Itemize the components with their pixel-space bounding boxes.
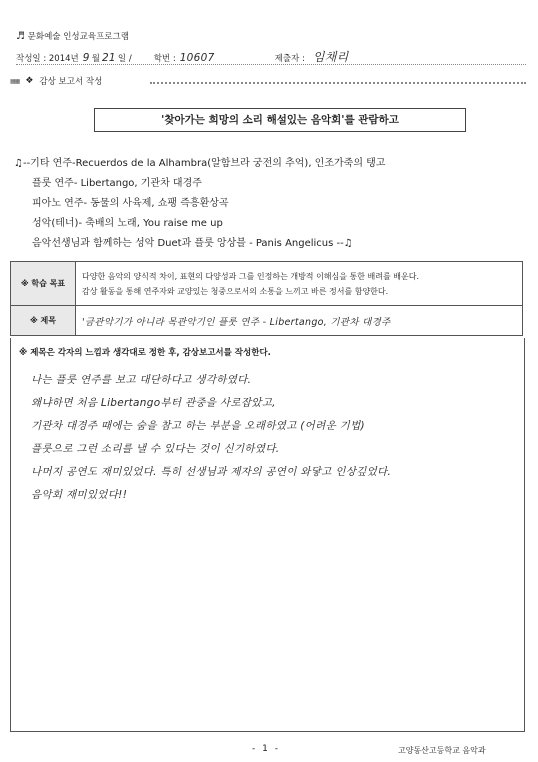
handwriting-line: 왜냐하면 처음 Libertango부터 관중을 사로잡았고, <box>31 397 276 409</box>
goal-text: 다양한 음악의 양식적 차이, 표현의 다양성과 그를 인정하는 개방적 이해심을 통한 배려를 배운다. <box>82 271 419 281</box>
handwriting-line: 플룻으로 그런 소리를 낼 수 있다는 것이 신기하였다. <box>31 443 280 455</box>
subject-text: '금관악기가 아니라 목관악기인 플룻 연주 - Libertango, 기관차 대경주 <box>82 316 391 328</box>
diamond-bullet-icon: ❖ <box>25 76 34 86</box>
date-month: 9 <box>82 52 90 64</box>
section-marker-icon: ▦▦ <box>10 77 20 85</box>
handwriting-line: 나머지 공연도 재미있었다. 특히 선생님과 제자의 공연이 와닿고 인상깊었다. <box>31 466 392 478</box>
program-header <box>16 30 129 42</box>
report-body <box>10 338 525 732</box>
program-item: 플룻 연주- Libertango, 기관차 대경주 <box>32 178 202 189</box>
date-day: 21 <box>101 52 116 64</box>
meta-row <box>16 48 349 65</box>
date-day-suffix: 일 / <box>117 54 132 64</box>
author-value: 임채리 <box>312 50 349 64</box>
writing-guide: ※ 제목은 각자의 느낌과 생각대로 정한 후, 감상보고서를 작성한다. <box>19 348 271 358</box>
subject-label: ※ 제목 <box>11 306 76 336</box>
subject-cell <box>76 306 523 336</box>
student-id-label: 학번 : <box>153 54 176 64</box>
section-underline <box>150 82 526 84</box>
handwriting-line: 나는 플룻 연주를 보고 대단하다고 생각하였다. <box>31 374 252 386</box>
program-item: 성악(테너)- 축배의 노래, You raise me up <box>32 218 223 229</box>
author-label: 제출자 : <box>274 54 305 64</box>
date-month-suffix: 월 <box>91 54 100 64</box>
program-item: 피아노 연주- 동물의 사육제, 쇼팽 즉흥환상곡 <box>32 198 229 209</box>
program-item: ♫--기타 연주-Recuerdos de la Alhambra(알함브라 궁전의 추억), 인조가죽의 탱고 <box>14 158 386 169</box>
school-name: 고양동산고등학교 음악과 <box>398 746 486 755</box>
header-divider <box>16 64 526 65</box>
goal-text: 감상 활동을 통해 연주자와 교양있는 청중으로서의 소통을 느끼고 바른 정서를 함양한다. <box>82 286 389 296</box>
section-bar <box>10 75 102 87</box>
page-number: - 1 - <box>252 744 280 754</box>
date-label: 작성일 : 2014년 <box>16 54 79 64</box>
goal-label: ※ 학습 목표 <box>11 262 76 306</box>
program-list <box>14 154 524 254</box>
music-note-icon: ♬ <box>16 31 25 42</box>
goal-cell <box>76 262 523 306</box>
section-title: 감상 보고서 작성 <box>39 77 103 87</box>
program-item: 음악선생님과 함께하는 성악 Duet과 플룻 앙상블 - Panis Angelicus --♫ <box>32 238 353 249</box>
handwriting-line: 기관차 대경주 때에는 숨을 참고 하는 부분을 오래하였고 (어려운 기법) <box>31 420 365 432</box>
program-title: 문화예술 인성교육프로그램 <box>27 32 129 42</box>
handwriting-line: 음악회 재미있었다!! <box>31 489 128 501</box>
student-id-value: 10607 <box>179 52 215 64</box>
event-title: '찾아가는 희망의 소리 해설있는 음악회'를 관람하고 <box>94 108 466 132</box>
report-table <box>10 261 523 336</box>
